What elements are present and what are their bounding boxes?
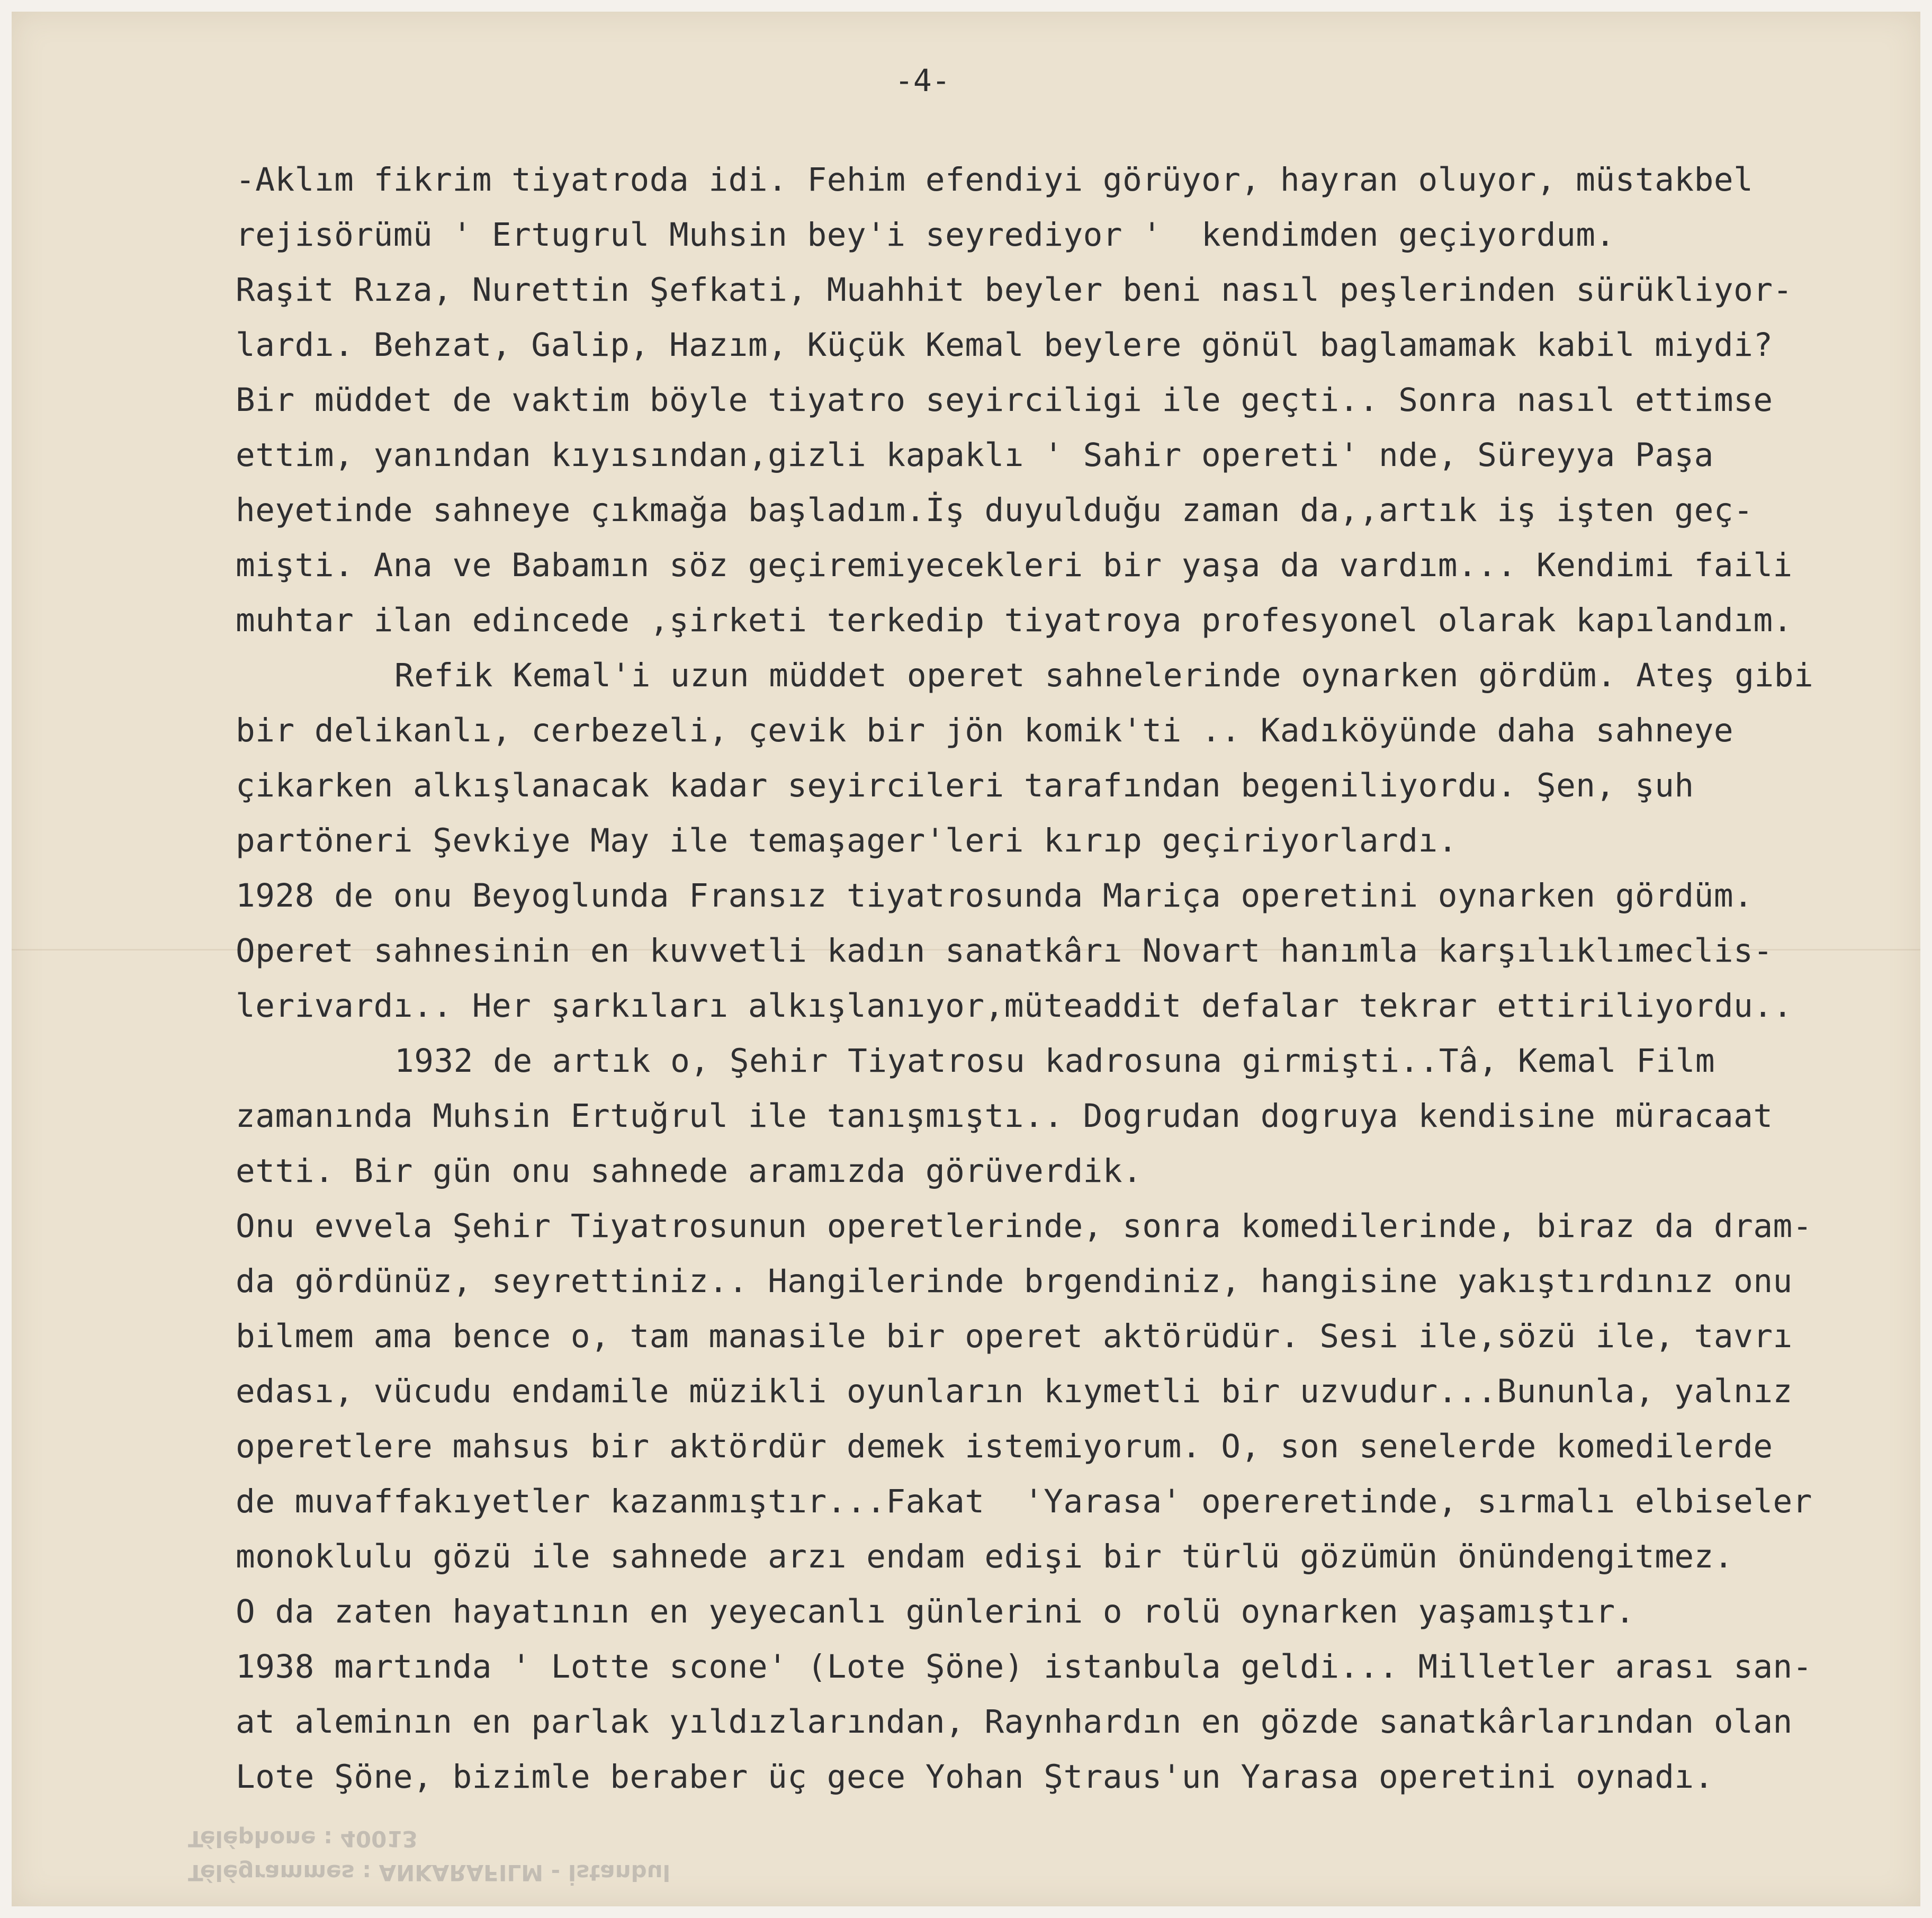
text-line: partöneri Şevkiye May ile temaşager'leri kırıp geçiriyorlardı. xyxy=(236,822,1458,859)
text-line: çikarken alkışlanacak kadar seyircileri tarafından begeniliyordu. Şen, şuh xyxy=(236,767,1694,804)
text-line: zamanında Muhsin Ertuğrul ile tanışmıştı.. Dogrudan dogruya kendisine müracaat xyxy=(236,1097,1773,1135)
text-line: operetlere mahsus bir aktördür demek istemiyorum. O, son senelerde komedilerde xyxy=(236,1428,1773,1465)
typed-body-text xyxy=(236,153,1898,1805)
text-line: da gördünüz, seyrettiniz.. Hangilerinde brgendiniz, hangisine yakıştırdınız onu xyxy=(236,1262,1793,1300)
text-line: at aleminın en parlak yıldızlarından, Raynhardın en gözde sanatkârlarından olan xyxy=(236,1703,1793,1741)
text-line: O da zaten hayatının en yeyecanlı günlerini o rolü oynarken yaşamıştır. xyxy=(236,1593,1635,1630)
text-line: edası, vücudu endamile müzikli oyunların kıymetli bir uzvudur...Bununla, yalnız xyxy=(236,1373,1793,1410)
text-line: Bir müddet de vaktim böyle tiyatro seyirciligi ile geçti.. Sonra nasıl ettimse xyxy=(236,381,1773,419)
text-line: Lote Şöne, bizimle beraber üç gece Yohan Ştraus'un Yarasa operetini oynadı. xyxy=(236,1758,1714,1796)
text-line: monoklulu gözü ile sahnede arzı endam edişi bir türlü gözümün önündengitmez. xyxy=(236,1538,1734,1575)
page-number: -4- xyxy=(895,62,950,98)
text-line: 1932 de artık o, Şehir Tiyatrosu kadrosuna girmişti..Tâ, Kemal Film xyxy=(394,1042,1715,1080)
text-line: bir delikanlı, cerbezeli, çevik bir jön komik'ti .. Kadıköyünde daha sahneye xyxy=(236,712,1734,749)
text-line: Raşit Rıza, Nurettin Şefkati, Muahhit beyler beni nasıl peşlerinden sürükliyor- xyxy=(236,271,1793,309)
text-line: lerivardı.. Her şarkıları alkışlanıyor,müteaddit defalar tekrar ettiriliyordu.. xyxy=(236,987,1793,1025)
text-line: ettim, yanından kıyısından,gizli kapaklı ' Sahir opereti' nde, Süreyya Paşa xyxy=(236,436,1714,474)
letterhead-telegram-line: Télégrammes : ANKARAFILM - İstanbul xyxy=(188,1860,671,1886)
text-line: 1938 martında ' Lotte scone' (Lote Şöne) istanbula geldi... Milletler arası san- xyxy=(236,1648,1813,1686)
text-line: -Aklım fikrim tiyatroda idi. Fehim efendiyi görüyor, hayran oluyor, müstakbel xyxy=(236,161,1754,199)
text-line: rejisörümü ' Ertugrul Muhsin bey'i seyrediyor ' kendimden geçiyordum. xyxy=(236,216,1615,254)
text-line: de muvaffakıyetler kazanmıştır...Fakat 'Yarasa' opereretinde, sırmalı elbiseler xyxy=(236,1483,1813,1520)
letterhead-bleed-through xyxy=(188,1822,670,1889)
text-line: Refik Kemal'i uzun müddet operet sahnelerinde oynarken gördüm. Ateş gibi xyxy=(394,657,1814,694)
text-line: muhtar ilan edincede ,şirketi terkedip tiyatroya profesyonel olarak kapılandım. xyxy=(236,602,1793,639)
text-line: lardı. Behzat, Galip, Hazım, Küçük Kemal beylere gönül baglamamak kabil miydi? xyxy=(236,326,1773,364)
text-line: etti. Bir gün onu sahnede aramızda görüverdik. xyxy=(236,1152,1143,1190)
text-line: Operet sahnesinin en kuvvetli kadın sanatkârı Novart hanımla karşılıklımeclis- xyxy=(236,932,1773,970)
text-line: 1928 de onu Beyoglunda Fransız tiyatrosunda Mariça operetini oynarken gördüm. xyxy=(236,877,1754,915)
text-line: bilmem ama bence o, tam manasile bir operet aktörüdür. Sesi ile,sözü ile, tavrı xyxy=(236,1317,1793,1355)
text-line: Onu evvela Şehir Tiyatrosunun operetlerinde, sonra komedilerinde, biraz da dram- xyxy=(236,1207,1813,1245)
letterhead-phone-line: Téléphone : 40013 xyxy=(188,1826,418,1852)
text-line: mişti. Ana ve Babamın söz geçiremiyecekleri bir yaşa da vardım... Kendimi faili xyxy=(236,546,1793,584)
text-line: heyetinde sahneye çıkmağa başladım.İş duyulduğu zaman da,,artık iş işten geç- xyxy=(236,491,1754,529)
